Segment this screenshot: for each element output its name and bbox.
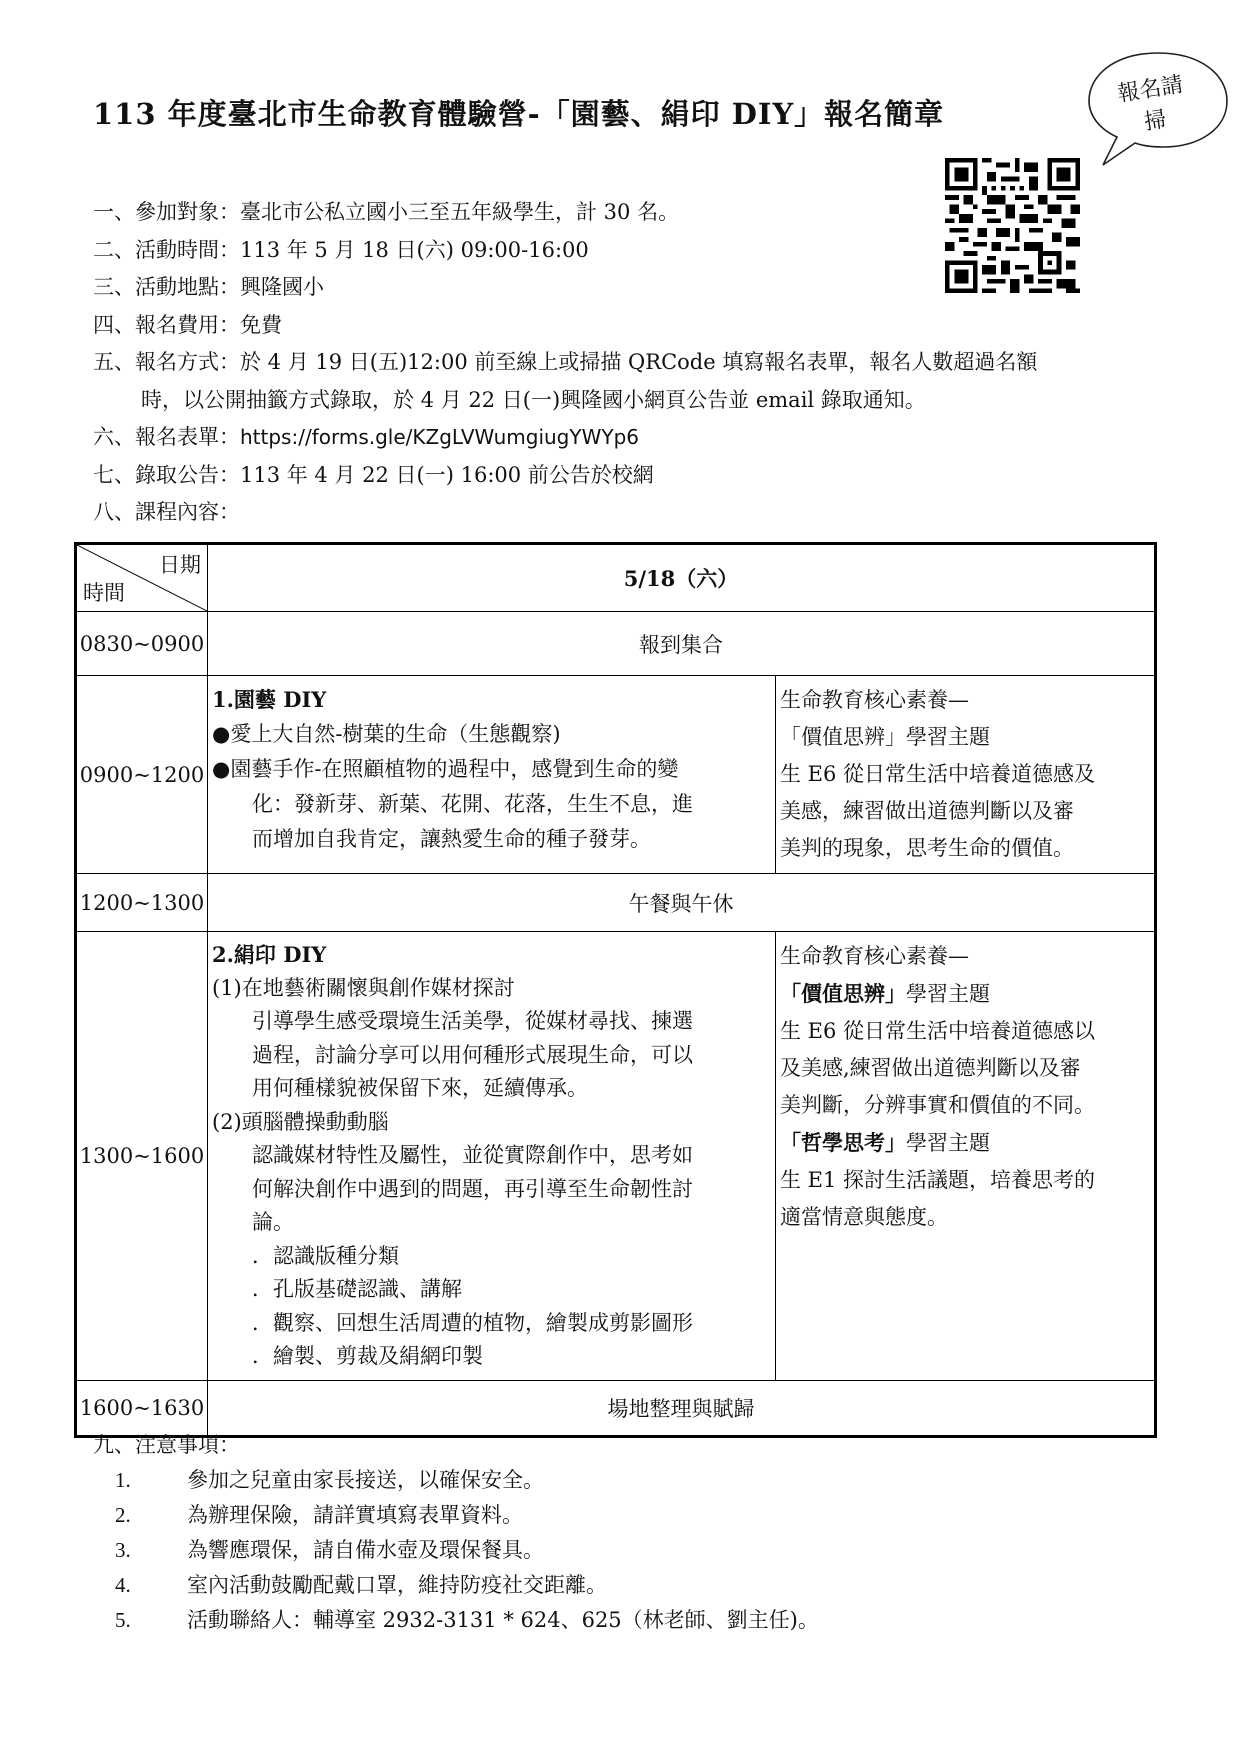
info-location: 三、活動地點：興隆國小 (93, 275, 324, 299)
note-item: 3. 為響應環保，請自備水壺及環保餐具。 (115, 1538, 544, 1562)
time-cell: 1300~1600 (76, 932, 208, 1381)
corner-cell (76, 544, 208, 612)
activity-dot-item: ．觀察、回想生活周遭的植物，繪製成剪影圖形 (252, 1310, 693, 1335)
activity-line: 化：發新芽、新葉、花開、花落，生生不息，進 (252, 792, 693, 816)
activity-line: 用何種樣貌被保留下來，延續傳承。 (252, 1076, 588, 1100)
activity-cell: 場地整理與賦歸 (208, 1380, 1156, 1436)
activity-cell: 午餐與午休 (208, 874, 1156, 932)
activity-dot-item: ．認識版種分類 (252, 1243, 399, 1268)
info-time: 二、活動時間：113 年 5 月 18 日(六) 09:00-16:00 (93, 237, 589, 262)
literacy-line: 美判的現象，思考生命的價值。 (780, 836, 1074, 860)
activity-line: 過程，討論分享可以用何種形式展現生命，可以 (252, 1042, 693, 1067)
table-header-row (76, 544, 1156, 612)
literacy-line: 美判斷，分辨事實和價值的不同。 (780, 1093, 1095, 1117)
activity-cell: 報到集合 (208, 612, 1156, 676)
literacy-line: 生命教育核心素養— (780, 688, 969, 712)
info-course: 八、課程內容： (93, 500, 240, 524)
notes-section (93, 1428, 1173, 1638)
literacy-line: 適當情意與態度。 (780, 1205, 948, 1229)
literacy-line: 生 E6 從日常生活中培養道德感及 (780, 762, 1096, 786)
literacy-line: 及美感,練習做出道德判斷以及審 (780, 1056, 1081, 1080)
literacy-line: 「價值思辨」學習主題 (780, 981, 990, 1006)
core-literacy-cell (776, 676, 1156, 874)
table-row (76, 612, 1156, 676)
literacy-line: 美感，練習做出道德判斷以及審 (780, 799, 1074, 823)
info-method: 五、報名方式：於 4 月 19 日(五)12:00 前至線上或掃描 QRCode 填寫報名表單，報名人數超過名額 (93, 350, 1038, 374)
info-fee: 四、報名費用：免費 (93, 312, 282, 337)
time-cell: 1600~1630 (76, 1380, 208, 1436)
time-cell: 0830~0900 (76, 612, 208, 676)
note-item: 1. 參加之兒童由家長接送，以確保安全。 (115, 1468, 544, 1492)
activity-heading: 1.園藝 DIY (212, 687, 327, 712)
date-header: 5/18（六） (208, 544, 1156, 612)
activity-line: 引導學生感受環境生活美學，從媒材尋找、揀選 (252, 1009, 693, 1033)
info-method-cont: 時，以公開抽籤方式錄取，於 4 月 22 日(一)興隆國小網頁公告並 email 錄取通知。 (141, 387, 926, 412)
info-announcement: 七、錄取公告：113 年 4 月 22 日(一) 16:00 前公告於校網 (93, 462, 654, 487)
corner-date-label: 日期 (159, 553, 201, 577)
activity-subtitle: (1)在地藝術關懷與創作媒材探討 (212, 975, 515, 1000)
info-section (93, 194, 1173, 532)
literacy-line: 「價值思辨」學習主題 (780, 725, 990, 749)
activity-line: 而增加自我肯定，讓熱愛生命的種子發芽。 (252, 827, 651, 851)
note-item: 4. 室內活動鼓勵配戴口罩，維持防疫社交距離。 (115, 1573, 607, 1597)
schedule-table (74, 542, 1157, 1438)
time-cell: 1200~1300 (76, 874, 208, 932)
table-row (76, 932, 1156, 1381)
activity-cell (208, 932, 776, 1381)
activity-cell (208, 676, 776, 874)
activity-line: 論。 (252, 1210, 294, 1234)
table-row (76, 874, 1156, 932)
activity-line: 認識媒材特性及屬性，並從實際創作中，思考如 (252, 1143, 693, 1167)
activity-heading: 2.絹印 DIY (212, 942, 327, 967)
page-title: 113 年度臺北市生命教育體驗營-「園藝、絹印 DIY」報名簡章 (93, 97, 945, 131)
literacy-line: 生 E1 探討生活議題，培養思考的 (780, 1168, 1096, 1192)
table-row (76, 676, 1156, 874)
activity-bullet: ●園藝手作-在照顧植物的過程中，感覺到生命的變 (212, 757, 679, 781)
note-item: 5. 活動聯絡人：輔導室 2932-3131 * 624、625（林老師、劉主任)。 (115, 1608, 819, 1632)
corner-time-label: 時間 (83, 581, 125, 605)
bubble-label: 報名請掃 (1115, 72, 1185, 136)
literacy-line: 「哲學思考」學習主題 (780, 1130, 990, 1155)
info-form: 六、報名表單：https://forms.gle/KZgLVWumgiugYWYp6 (93, 425, 640, 449)
core-literacy-cell (776, 932, 1156, 1381)
literacy-line: 生 E6 從日常生活中培養道德感以 (780, 1019, 1096, 1043)
activity-subtitle: (2)頭腦體操動動腦 (212, 1109, 389, 1134)
form-link[interactable]: https://forms.gle/KZgLVWumgiugYWYp6 (240, 425, 640, 449)
activity-dot-item: ．繪製、剪裁及絹網印製 (252, 1344, 483, 1368)
activity-dot-item: ．孔版基礎認識、講解 (252, 1277, 462, 1301)
notes-title: 九、注意事項： (93, 1433, 240, 1457)
note-item: 2. 為辦理保險，請詳實填寫表單資料。 (115, 1503, 523, 1527)
time-cell: 0900~1200 (76, 676, 208, 874)
activity-line: 何解決創作中遇到的問題，再引導至生命韌性討 (252, 1176, 693, 1201)
activity-bullet: ●愛上大自然-樹葉的生命（生態觀察) (212, 722, 561, 746)
info-target: 一、參加對象：臺北市公私立國小三至五年級學生，計 30 名。 (93, 200, 680, 224)
literacy-line: 生命教育核心素養— (780, 944, 969, 968)
